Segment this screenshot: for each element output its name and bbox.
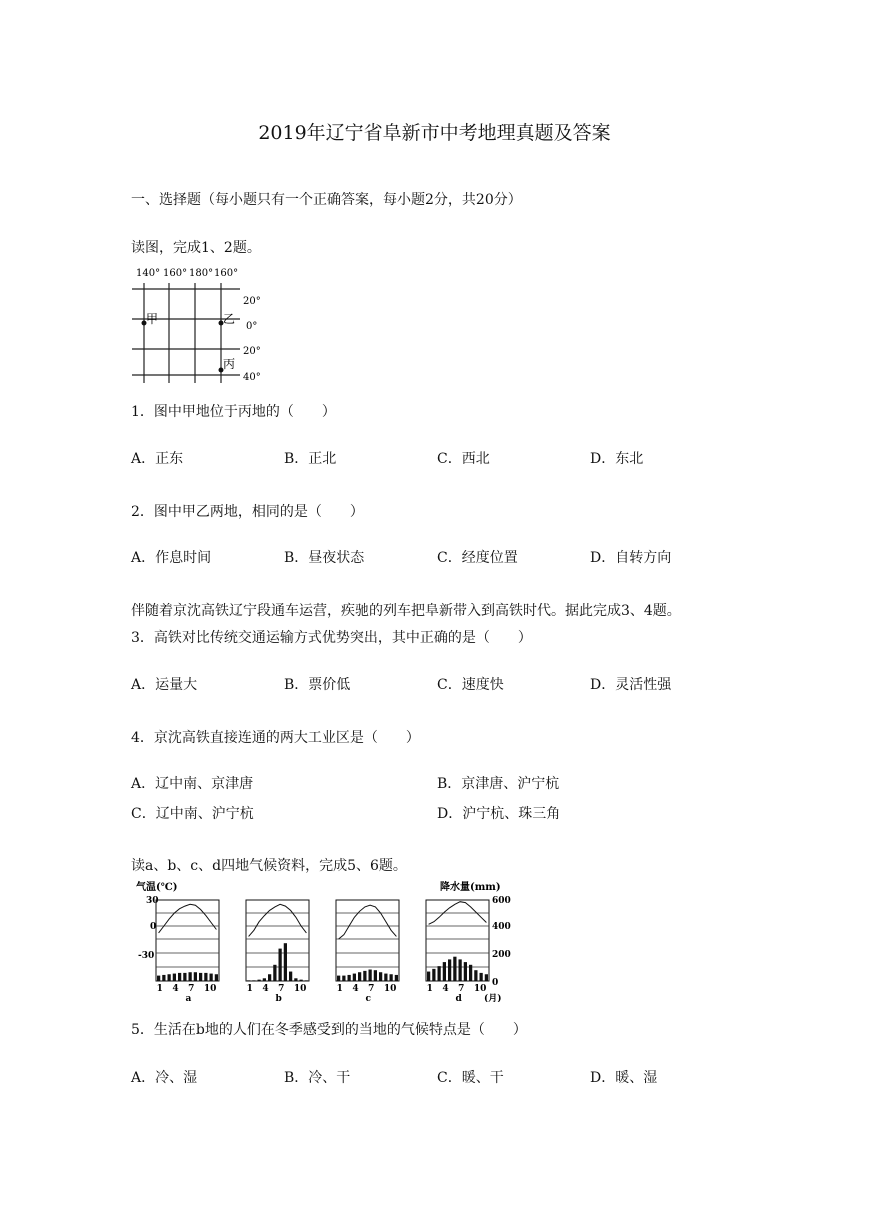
precip-bar [459,959,462,981]
precip-bar [363,971,366,981]
month-tick: 4 [262,984,269,994]
precip-bar [305,980,308,981]
climate-chart-frame [426,900,489,981]
q5-option-b: B．冷、干 [284,1070,351,1086]
precip-bar [258,980,261,981]
month-tick: 10 [383,984,397,994]
precip-bar [379,972,382,981]
q4-option-b: B．京津唐、沪宁杭 [437,776,560,792]
question-5: 5．生活在b地的人们在冬季感受到的当地的气候特点是（ ） [131,1022,527,1038]
precip-bar [384,974,387,981]
month-tick: 1 [336,984,343,994]
precip-tick: 400 [492,922,511,932]
month-tick: 4 [442,984,449,994]
precip-bar [162,975,165,981]
precip-bar [464,962,467,981]
q1-option-b: B．正北 [284,451,337,467]
precip-bar [294,978,297,981]
question-3: 3．高铁对比传统交通运输方式优势突出，其中正确的是（ ） [131,630,532,646]
chart-label: b [275,994,282,1002]
precip-bar [173,974,176,981]
precip-tick: 200 [492,950,511,960]
precip-bar [178,973,181,981]
section-heading: 一、选择题（每小题只有一个正确答案，每小题2分，共20分） [131,192,522,208]
precip-axis-label: 降水量(mm) [440,882,501,893]
q2-option-c: C．经度位置 [437,550,518,566]
q4-option-d: D．沪宁杭、珠三角 [437,806,561,822]
lat-label: 0° [246,321,258,332]
month-tick: 1 [156,984,163,994]
month-tick: 7 [188,984,195,994]
temp-line [249,904,307,936]
precip-bar [342,976,345,981]
page-title: 2019年辽宁省阜新市中考地理真题及答案 [258,122,611,144]
temp-line [159,904,217,933]
precip-bar [215,974,218,981]
precip-bar [453,957,456,981]
precip-bar [289,972,292,981]
chart-label: d [455,994,462,1002]
lat-label: 20° [243,296,261,307]
precip-bar [268,974,271,981]
precip-bar [358,972,361,981]
q2-option-b: B．昼夜状态 [284,550,365,566]
precip-bar [469,965,472,981]
month-tick: 1 [426,984,433,994]
precip-bar [263,978,266,981]
lon-label: 140° [136,268,161,279]
precip-bar [247,980,250,981]
precip-bar [189,972,192,981]
temp-tick: 0 [150,922,157,932]
precip-bar [183,973,186,981]
q3-option-b: B．票价低 [284,677,351,693]
q1-option-a: A．正东 [131,451,184,467]
precip-tick: 0 [492,978,499,988]
precip-bar [443,962,446,981]
month-tick: 7 [368,984,375,994]
precip-bar [474,970,477,981]
q4-option-c: C．辽中南、沪宁杭 [131,806,254,822]
intro-q3-4: 伴随着京沈高铁辽宁段通车运营，疾驰的列车把阜新带入到高铁时代。据此完成3、4题。 [131,603,681,619]
question-1: 1．图中甲地位于丙地的（ ） [131,404,336,420]
point-label: 丙 [223,357,236,371]
point-label: 甲 [146,312,159,326]
precip-bar [395,975,398,981]
q3-option-d: D．灵活性强 [590,677,672,693]
precip-bar [438,966,441,981]
month-tick: 7 [278,984,285,994]
precip-bar [369,970,372,981]
temp-tick: -30 [138,951,155,961]
lon-label: 180° [189,268,214,279]
month-tick: 4 [352,984,359,994]
precip-bar [157,976,160,981]
month-tick: 1 [246,984,253,994]
precip-bar [348,975,351,981]
temp-axis-label: 气温(℃) [136,882,178,893]
q3-option-a: A．运量大 [131,677,198,693]
precip-bar [337,976,340,981]
precip-bar [353,974,356,981]
lat-label: 20° [243,346,261,357]
precip-bar [448,959,451,981]
precip-tick: 600 [492,896,511,906]
climate-chart-frame [246,900,309,981]
precip-bar [485,974,488,981]
precip-bar [199,973,202,981]
precip-bar [300,980,303,981]
precip-bar [432,969,435,981]
precip-bar [279,949,282,981]
precip-bar [374,970,377,981]
chart-label: a [185,994,192,1002]
chart-label: c [365,994,371,1002]
q2-option-d: D．自转方向 [590,550,672,566]
q5-option-a: A．冷、湿 [131,1070,198,1086]
month-tick: 10 [203,984,217,994]
q5-option-c: C．暖、干 [437,1070,504,1086]
question-2: 2．图中甲乙两地，相同的是（ ） [131,504,364,520]
month-tick: 10 [293,984,307,994]
climate-charts-figure [130,878,520,1002]
question-4: 4．京沈高铁直接连通的两大工业区是（ ） [131,730,420,746]
lat-label: 40° [243,372,261,383]
precip-bar [194,972,197,981]
precip-bar [390,974,393,981]
q5-option-d: D．暖、湿 [590,1070,658,1086]
month-tick: 7 [458,984,465,994]
precip-bar [210,974,213,981]
precip-bar [480,973,483,981]
climate-chart-frame [336,900,399,981]
precip-bar [168,974,171,981]
precip-bar [204,973,207,981]
precip-bar [252,980,255,981]
intro-q1-2: 读图，完成1、2题。 [131,240,261,256]
lat-lon-grid-map [132,263,272,387]
temp-line [339,905,397,939]
point-label: 乙 [223,312,236,326]
month-tick: 10 [473,984,487,994]
month-unit: (月) [484,994,502,1002]
lon-label: 160° [163,268,188,279]
q2-option-a: A．作息时间 [131,550,212,566]
q1-option-c: C．西北 [437,451,490,467]
precip-bar [427,972,430,981]
q4-option-a: A．辽中南、京津唐 [131,776,254,792]
month-tick: 4 [172,984,179,994]
intro-q5-6: 读a、b、c、d四地气候资料，完成5、6题。 [131,858,407,874]
precip-bar [273,965,276,981]
climate-chart-frame [156,900,219,981]
q3-option-c: C．速度快 [437,677,504,693]
lon-label: 160° [214,268,239,279]
q1-option-d: D．东北 [590,451,644,467]
temp-tick: 30 [146,896,159,906]
precip-bar [284,943,287,981]
